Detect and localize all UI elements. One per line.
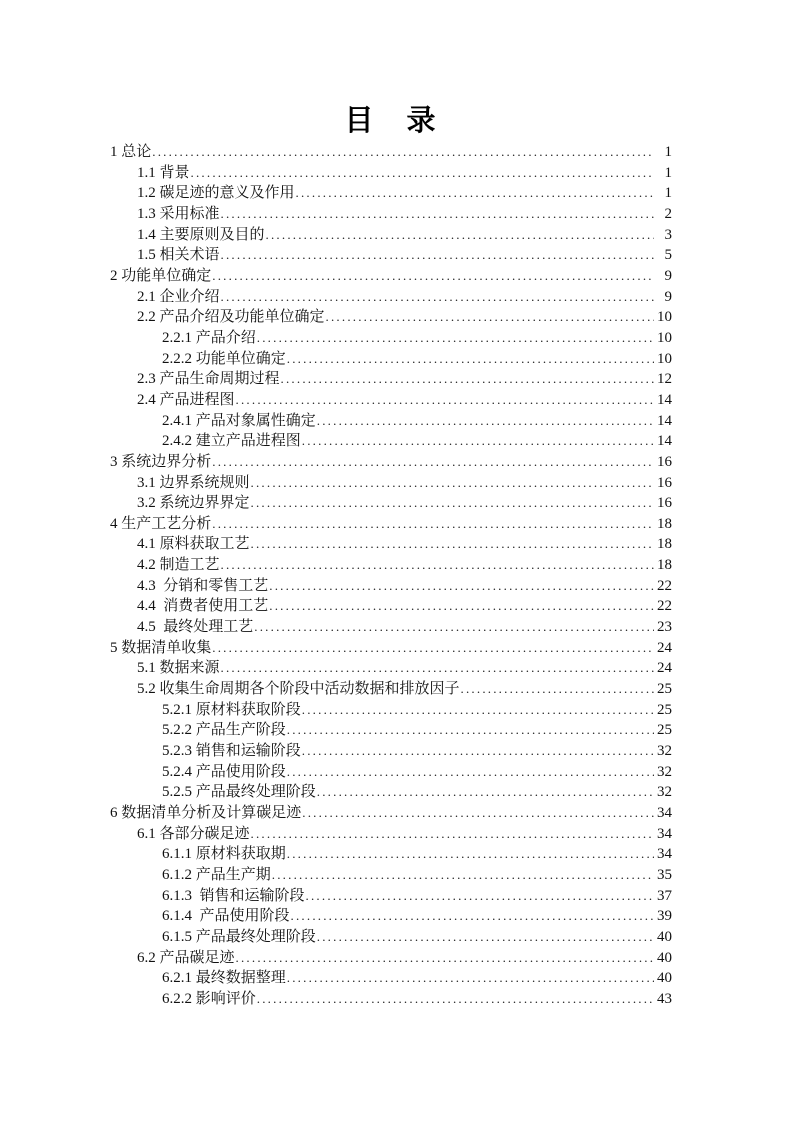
toc-entry[interactable] bbox=[110, 204, 672, 225]
page-title: 目 录 bbox=[344, 105, 438, 137]
toc-dot-leader bbox=[287, 968, 654, 989]
toc-entry[interactable] bbox=[110, 576, 672, 597]
toc-entry[interactable] bbox=[110, 906, 672, 927]
toc-entry[interactable] bbox=[110, 225, 672, 246]
toc-entry-page: 22 bbox=[657, 598, 672, 615]
toc-entry[interactable] bbox=[110, 369, 672, 390]
toc-dot-leader bbox=[461, 679, 654, 700]
toc-entry-label: 1 总论 bbox=[110, 144, 152, 160]
toc-entry-label: 6.1.3 销售和运输阶段 bbox=[162, 887, 305, 904]
toc-entry-label: 1.3 采用标准 bbox=[137, 205, 220, 222]
toc-entry[interactable] bbox=[110, 266, 672, 287]
toc-dot-leader bbox=[212, 266, 654, 287]
toc-entry[interactable] bbox=[110, 596, 672, 617]
toc-entry-label: 2.2.2 功能单位确定 bbox=[162, 350, 286, 367]
toc-entry-page: 9 bbox=[664, 267, 672, 284]
toc-dot-leader bbox=[257, 328, 654, 349]
toc-entry-page: 5 bbox=[664, 247, 672, 264]
toc-entry-label: 2.4.1 产品对象属性确定 bbox=[162, 412, 316, 429]
toc-entry[interactable] bbox=[110, 803, 672, 824]
toc-entry-label: 6.1.2 产品生产期 bbox=[162, 866, 271, 883]
toc-entry-page: 18 bbox=[657, 515, 672, 532]
toc-dot-leader bbox=[302, 700, 654, 721]
toc-dot-leader bbox=[257, 989, 654, 1010]
toc-dot-leader bbox=[302, 431, 654, 452]
toc-entry-page: 32 bbox=[657, 743, 672, 760]
toc-entry-page: 18 bbox=[657, 536, 672, 553]
toc-dot-leader bbox=[317, 782, 654, 803]
toc-entry-page: 34 bbox=[657, 825, 672, 842]
toc-entry-label: 6.2.1 最终数据整理 bbox=[162, 970, 286, 987]
toc-entry-page: 40 bbox=[657, 928, 672, 945]
toc-entry-label: 3 系统边界分析 bbox=[110, 453, 212, 470]
toc-entry-label: 5.2.3 销售和运输阶段 bbox=[162, 743, 301, 760]
toc-dot-leader bbox=[266, 225, 654, 246]
toc-dot-leader bbox=[272, 865, 654, 886]
toc-entry-page: 9 bbox=[664, 288, 672, 305]
toc-entry[interactable] bbox=[110, 245, 672, 266]
toc-entry-label: 1.1 背景 bbox=[137, 164, 190, 181]
toc-entry[interactable] bbox=[110, 514, 672, 535]
toc-entry[interactable] bbox=[110, 617, 672, 638]
toc-entry[interactable] bbox=[110, 555, 672, 576]
toc-dot-leader bbox=[251, 534, 654, 555]
toc-dot-leader bbox=[221, 204, 654, 225]
toc-entry[interactable] bbox=[110, 473, 672, 494]
toc-dot-leader bbox=[287, 844, 654, 865]
toc-entry-label: 6.2 产品碳足迹 bbox=[137, 949, 235, 966]
toc-entry-page: 25 bbox=[657, 701, 672, 718]
toc-entry-page: 10 bbox=[657, 329, 672, 346]
toc-entry-page: 1 bbox=[664, 144, 672, 160]
toc-entry-label: 2.1 企业介绍 bbox=[137, 288, 220, 305]
toc-entry-page: 12 bbox=[657, 371, 672, 388]
toc-entry-page: 3 bbox=[664, 226, 672, 243]
toc-dot-leader bbox=[221, 658, 654, 679]
toc-entry-label: 5.2.5 产品最终处理阶段 bbox=[162, 784, 316, 801]
toc-entry-label: 6.1 各部分碳足迹 bbox=[137, 825, 250, 842]
toc-entry[interactable] bbox=[110, 720, 672, 741]
toc-dot-leader bbox=[251, 824, 654, 845]
toc-entry[interactable] bbox=[110, 658, 672, 679]
toc-dot-leader bbox=[287, 720, 654, 741]
toc-entry[interactable] bbox=[110, 390, 672, 411]
toc-entry-page: 25 bbox=[657, 722, 672, 739]
toc-entry[interactable] bbox=[110, 886, 672, 907]
toc-entry-page: 37 bbox=[657, 887, 672, 904]
toc-entry[interactable] bbox=[110, 493, 672, 514]
toc-entry-page: 24 bbox=[657, 660, 672, 677]
toc-entry-page: 14 bbox=[657, 412, 672, 429]
toc-dot-leader bbox=[291, 906, 654, 927]
toc-entry-label: 4.4 消费者使用工艺 bbox=[137, 598, 269, 615]
toc-dot-leader bbox=[254, 617, 654, 638]
toc-dot-leader bbox=[251, 473, 654, 494]
toc-entry-label: 6.2.2 影响评价 bbox=[162, 990, 256, 1007]
toc-dot-leader bbox=[236, 390, 654, 411]
toc-entry-label: 5.2.2 产品生产阶段 bbox=[162, 722, 286, 739]
toc-entry-label: 4.3 分销和零售工艺 bbox=[137, 577, 269, 594]
toc-entry-label: 6 数据清单分析及计算碳足迹 bbox=[110, 805, 302, 821]
toc-list bbox=[110, 142, 672, 1010]
toc-entry[interactable] bbox=[110, 183, 672, 204]
toc-entry-page: 14 bbox=[657, 433, 672, 450]
toc-entry-label: 2 功能单位确定 bbox=[110, 267, 212, 284]
toc-dot-leader bbox=[302, 803, 654, 824]
toc-dot-leader bbox=[152, 142, 654, 163]
toc-entry-page: 2 bbox=[664, 205, 672, 222]
toc-entry[interactable] bbox=[110, 142, 672, 163]
toc-entry[interactable] bbox=[110, 307, 672, 328]
toc-entry-label: 4.2 制造工艺 bbox=[137, 557, 220, 574]
toc-entry[interactable] bbox=[110, 452, 672, 473]
toc-entry[interactable] bbox=[110, 349, 672, 370]
toc-entry-label: 5.1 数据来源 bbox=[137, 660, 220, 677]
toc-dot-leader bbox=[326, 307, 654, 328]
toc-dot-leader bbox=[191, 163, 654, 184]
toc-entry-page: 25 bbox=[657, 681, 672, 698]
toc-dot-leader bbox=[221, 555, 654, 576]
toc-dot-leader bbox=[251, 493, 654, 514]
toc-entry-page: 10 bbox=[657, 350, 672, 367]
toc-dot-leader bbox=[212, 452, 654, 473]
toc-dot-leader bbox=[287, 349, 654, 370]
toc-entry-page: 18 bbox=[657, 557, 672, 574]
toc-entry-page: 39 bbox=[657, 908, 672, 925]
toc-entry-label: 1.2 碳足迹的意义及作用 bbox=[137, 185, 295, 202]
toc-entry-label: 4 生产工艺分析 bbox=[110, 515, 212, 532]
toc-entry-page: 14 bbox=[657, 391, 672, 408]
toc-entry[interactable] bbox=[110, 287, 672, 308]
toc-entry-page: 40 bbox=[657, 970, 672, 987]
toc-entry-page: 1 bbox=[664, 185, 672, 202]
toc-entry[interactable] bbox=[110, 762, 672, 783]
toc-entry-label: 5.2 收集生命周期各个阶段中活动数据和排放因子 bbox=[137, 681, 460, 698]
toc-entry-label: 2.3 产品生命周期过程 bbox=[137, 371, 280, 388]
toc-entry-label: 5 数据清单收集 bbox=[110, 639, 212, 656]
toc-dot-leader bbox=[296, 183, 654, 204]
toc-entry-label: 6.1.4 产品使用阶段 bbox=[162, 908, 290, 925]
toc-entry[interactable] bbox=[110, 431, 672, 452]
toc-entry-page: 22 bbox=[657, 577, 672, 594]
toc-dot-leader bbox=[317, 411, 654, 432]
toc-entry-label: 1.4 主要原则及目的 bbox=[137, 226, 265, 243]
toc-entry[interactable] bbox=[110, 534, 672, 555]
toc-entry-page: 16 bbox=[657, 453, 672, 470]
toc-entry-page: 34 bbox=[657, 846, 672, 863]
toc-dot-leader bbox=[317, 927, 654, 948]
toc-entry[interactable] bbox=[110, 948, 672, 969]
toc-entry-page: 23 bbox=[657, 619, 672, 636]
toc-entry-page: 43 bbox=[657, 990, 672, 1007]
toc-entry-label: 1.5 相关术语 bbox=[137, 247, 220, 264]
toc-entry[interactable] bbox=[110, 411, 672, 432]
toc-entry[interactable] bbox=[110, 824, 672, 845]
toc-entry-label: 6.1.5 产品最终处理阶段 bbox=[162, 928, 316, 945]
toc-entry-label: 3.1 边界系统规则 bbox=[137, 474, 250, 491]
toc-dot-leader bbox=[281, 369, 654, 390]
toc-entry[interactable] bbox=[110, 163, 672, 184]
toc-entry-label: 2.4 产品进程图 bbox=[137, 391, 235, 408]
toc-entry-label: 3.2 系统边界界定 bbox=[137, 495, 250, 512]
toc-entry-page: 16 bbox=[657, 474, 672, 491]
toc-entry[interactable] bbox=[110, 700, 672, 721]
toc-entry[interactable] bbox=[110, 679, 672, 700]
toc-entry-label: 2.2 产品介绍及功能单位确定 bbox=[137, 309, 325, 326]
toc-entry[interactable] bbox=[110, 989, 672, 1010]
toc-entry-label: 5.2.4 产品使用阶段 bbox=[162, 763, 286, 780]
toc-entry-page: 10 bbox=[657, 309, 672, 326]
toc-entry-label: 6.1.1 原材料获取期 bbox=[162, 846, 286, 863]
toc-dot-leader bbox=[306, 886, 654, 907]
toc-entry-label: 4.5 最终处理工艺 bbox=[137, 619, 254, 636]
toc-dot-leader bbox=[221, 287, 654, 308]
toc-entry-page: 1 bbox=[664, 164, 672, 181]
toc-dot-leader bbox=[212, 514, 654, 535]
toc-entry[interactable] bbox=[110, 328, 672, 349]
toc-entry[interactable] bbox=[110, 968, 672, 989]
toc-entry-page: 16 bbox=[657, 495, 672, 512]
toc-entry-page: 35 bbox=[657, 866, 672, 883]
toc-dot-leader bbox=[302, 741, 654, 762]
toc-dot-leader bbox=[269, 596, 654, 617]
toc-entry[interactable] bbox=[110, 782, 672, 803]
toc-entry[interactable] bbox=[110, 927, 672, 948]
toc-dot-leader bbox=[221, 245, 654, 266]
toc-entry-page: 32 bbox=[657, 763, 672, 780]
toc-entry-label: 2.2.1 产品介绍 bbox=[162, 329, 256, 346]
toc-entry-label: 2.4.2 建立产品进程图 bbox=[162, 433, 301, 450]
toc-entry[interactable] bbox=[110, 844, 672, 865]
toc-entry-page: 40 bbox=[657, 949, 672, 966]
toc-entry[interactable] bbox=[110, 638, 672, 659]
toc-entry-label: 5.2.1 原材料获取阶段 bbox=[162, 701, 301, 718]
toc-entry-page: 32 bbox=[657, 784, 672, 801]
toc-entry[interactable] bbox=[110, 741, 672, 762]
toc-entry[interactable] bbox=[110, 865, 672, 886]
toc-dot-leader bbox=[269, 576, 654, 597]
toc-dot-leader bbox=[212, 638, 654, 659]
toc-entry-label: 4.1 原料获取工艺 bbox=[137, 536, 250, 553]
toc-dot-leader bbox=[287, 762, 654, 783]
toc-dot-leader bbox=[236, 948, 654, 969]
toc-entry-page: 34 bbox=[657, 805, 672, 821]
toc-entry-page: 24 bbox=[657, 639, 672, 656]
